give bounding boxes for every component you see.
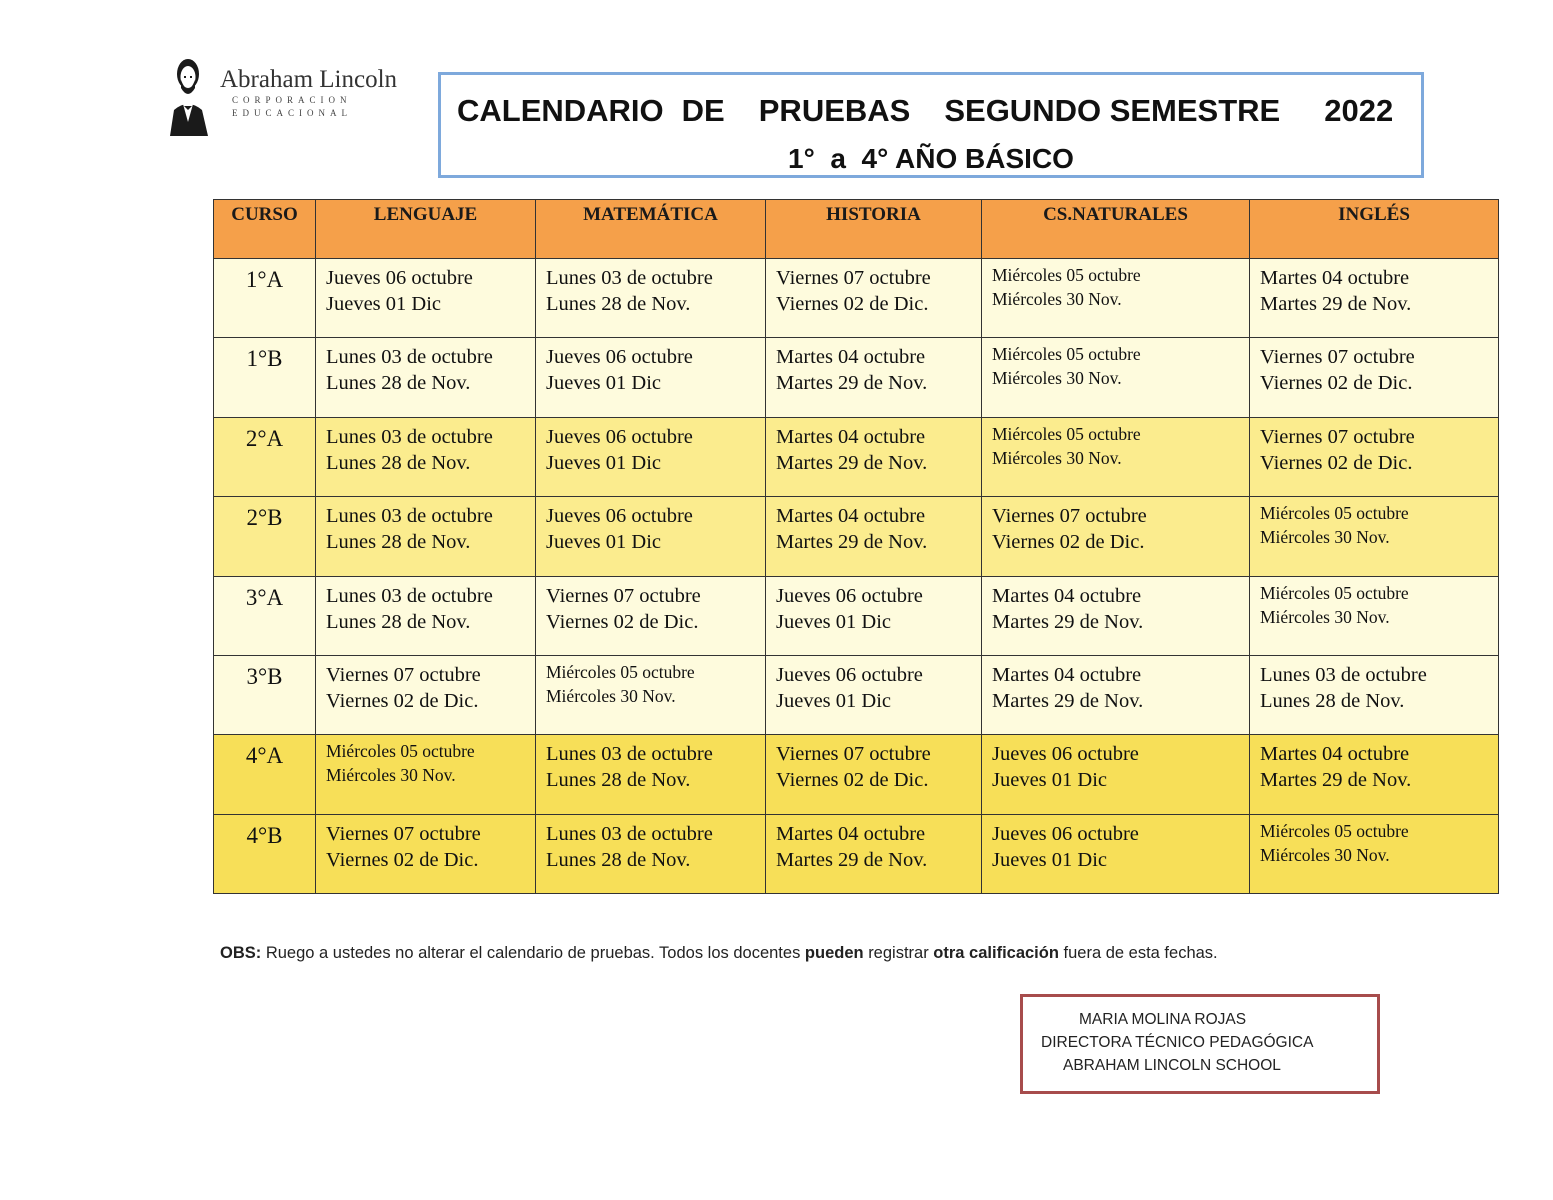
obs-text-3: fuera de esta fechas. <box>1063 944 1218 962</box>
date-cell <box>1250 259 1499 338</box>
test-date: Miércoles 30 Nov. <box>1260 527 1390 548</box>
table-row <box>214 655 1499 734</box>
test-date: Miércoles 05 octubre <box>992 344 1141 365</box>
test-date: Martes 04 octubre <box>1260 267 1410 289</box>
test-date: Jueves 06 octubre <box>546 505 693 528</box>
test-date: Martes 04 octubre <box>992 584 1142 607</box>
test-date: Lunes 28 de Nov. <box>326 610 471 633</box>
date-cell <box>1250 735 1499 814</box>
date-cell <box>316 497 536 576</box>
test-date: Viernes 07 octubre <box>992 505 1147 528</box>
test-date: Jueves 06 octubre <box>326 267 473 289</box>
test-date: Lunes 28 de Nov. <box>546 848 691 871</box>
test-date: Jueves 01 Dic <box>326 293 442 315</box>
date-cell <box>766 259 982 338</box>
lincoln-portrait-icon <box>168 52 224 138</box>
test-date: Jueves 06 octubre <box>776 584 923 607</box>
test-schedule-table <box>213 199 1499 894</box>
date-cell <box>766 576 982 655</box>
test-date: Miércoles 05 octubre <box>1260 582 1409 603</box>
test-date: Martes 04 octubre <box>992 663 1142 686</box>
logo-name: Abraham Lincoln <box>220 66 398 93</box>
test-date: Martes 29 de Nov. <box>992 689 1144 712</box>
test-date: Viernes 02 de Dic. <box>1260 451 1413 474</box>
title-grade-from: 1° <box>788 143 815 174</box>
test-date: Lunes 28 de Nov. <box>326 531 471 554</box>
table-header-row <box>214 200 1499 259</box>
test-date: Jueves 01 Dic <box>992 848 1108 871</box>
test-date: Martes 29 de Nov. <box>776 848 928 871</box>
logo-subtitle-2: EDUCACIONAL <box>232 108 352 118</box>
test-date: Martes 29 de Nov. <box>776 372 928 395</box>
date-cell <box>982 655 1250 734</box>
date-cell <box>766 417 982 496</box>
course-cell: 2°B <box>214 497 316 576</box>
column-header: INGLÉS <box>1250 200 1499 259</box>
table-row <box>214 576 1499 655</box>
test-date: Lunes 03 de octubre <box>326 584 493 607</box>
test-date: Martes 04 octubre <box>776 425 926 448</box>
signature-name: MARIA MOLINA ROJAS <box>1079 1011 1247 1028</box>
test-date: Miércoles 30 Nov. <box>992 447 1122 468</box>
test-date: Miércoles 05 octubre <box>546 661 695 682</box>
date-cell <box>1250 338 1499 417</box>
test-date: Jueves 06 octubre <box>546 346 693 369</box>
test-date: Miércoles 30 Nov. <box>326 765 456 786</box>
logo-subtitle-1: CORPORACION <box>232 95 352 105</box>
date-cell <box>766 814 982 893</box>
test-date: Jueves 01 Dic <box>546 372 662 395</box>
test-date: Lunes 28 de Nov. <box>326 372 471 395</box>
title-year: 2022 <box>1324 93 1394 128</box>
test-date: Jueves 01 Dic <box>992 769 1108 792</box>
test-date: Viernes 07 octubre <box>776 267 931 289</box>
test-date: Viernes 07 octubre <box>1260 425 1415 448</box>
title-box <box>438 72 1424 178</box>
date-cell <box>1250 576 1499 655</box>
test-date: Viernes 02 de Dic. <box>776 293 929 315</box>
title-word-calendario: CALENDARIO <box>457 93 664 128</box>
test-date: Viernes 07 octubre <box>1260 346 1415 369</box>
test-date: Lunes 03 de octubre <box>546 267 713 289</box>
date-cell <box>536 814 766 893</box>
test-date: Jueves 06 octubre <box>776 663 923 686</box>
obs-bold-2: otra calificación <box>933 944 1059 962</box>
test-date: Viernes 02 de Dic. <box>1260 372 1413 395</box>
date-cell <box>1250 497 1499 576</box>
title-word-de: DE <box>681 93 725 128</box>
date-cell <box>316 338 536 417</box>
date-cell <box>316 655 536 734</box>
test-date: Viernes 02 de Dic. <box>776 769 929 792</box>
test-date: Miércoles 30 Nov. <box>992 289 1122 309</box>
test-date: Martes 04 octubre <box>1260 743 1410 766</box>
date-cell <box>536 259 766 338</box>
course-cell: 3°A <box>214 576 316 655</box>
test-date: Miércoles 05 octubre <box>326 741 475 762</box>
test-date: Miércoles 05 octubre <box>1260 820 1409 841</box>
test-date: Viernes 07 octubre <box>326 822 481 845</box>
test-date: Jueves 01 Dic <box>546 451 662 474</box>
test-date: Lunes 03 de octubre <box>326 505 493 528</box>
column-header: MATEMÁTICA <box>536 200 766 259</box>
test-date: Miércoles 05 octubre <box>992 423 1141 444</box>
school-logo <box>168 52 398 142</box>
test-date: Martes 29 de Nov. <box>1260 769 1412 792</box>
table-row <box>214 814 1499 893</box>
test-date: Lunes 03 de octubre <box>546 822 713 845</box>
test-date: Viernes 02 de Dic. <box>326 848 479 871</box>
date-cell <box>982 814 1250 893</box>
column-header: CS.NATURALES <box>982 200 1250 259</box>
test-date: Lunes 03 de octubre <box>1260 663 1427 686</box>
date-cell <box>982 576 1250 655</box>
test-date: Jueves 01 Dic <box>546 531 662 554</box>
course-cell: 4°B <box>214 814 316 893</box>
column-header: HISTORIA <box>766 200 982 259</box>
test-date: Jueves 06 octubre <box>992 743 1139 766</box>
date-cell <box>316 417 536 496</box>
test-date: Martes 04 octubre <box>776 822 926 845</box>
date-cell <box>766 497 982 576</box>
date-cell <box>316 576 536 655</box>
course-cell: 1°A <box>214 259 316 338</box>
title-word-segundo-semestre: SEGUNDO SEMESTRE <box>944 93 1281 128</box>
test-date: Jueves 01 Dic <box>776 610 892 633</box>
test-date: Miércoles 30 Nov. <box>1260 844 1390 865</box>
date-cell <box>982 417 1250 496</box>
obs-text-1: Ruego a ustedes no alterar el calendario de pruebas. Todos los docentes <box>265 944 801 962</box>
title-line-1 <box>457 93 1393 129</box>
signature-box <box>1020 994 1380 1094</box>
course-cell: 3°B <box>214 655 316 734</box>
column-header: CURSO <box>214 200 316 259</box>
test-date: Martes 29 de Nov. <box>1260 293 1412 315</box>
test-date: Viernes 07 octubre <box>776 743 931 766</box>
test-date: Miércoles 30 Nov. <box>1260 606 1390 627</box>
test-date: Lunes 28 de Nov. <box>546 293 691 315</box>
test-date: Miércoles 05 octubre <box>1260 503 1409 524</box>
date-cell <box>982 259 1250 338</box>
test-date: Lunes 03 de octubre <box>326 346 493 369</box>
table-row <box>214 338 1499 417</box>
date-cell <box>1250 417 1499 496</box>
course-cell: 4°A <box>214 735 316 814</box>
date-cell <box>536 735 766 814</box>
course-cell: 1°B <box>214 338 316 417</box>
table-row <box>214 497 1499 576</box>
test-date: Martes 29 de Nov. <box>776 451 928 474</box>
course-cell: 2°A <box>214 417 316 496</box>
date-cell <box>536 576 766 655</box>
test-date: Miércoles 05 octubre <box>992 265 1141 285</box>
date-cell <box>1250 814 1499 893</box>
test-date: Jueves 01 Dic <box>776 689 892 712</box>
date-cell <box>766 735 982 814</box>
title-word-pruebas: PRUEBAS <box>758 93 911 128</box>
obs-bold-1: pueden <box>804 944 864 962</box>
title-grade-to: 4° AÑO BÁSICO <box>861 143 1074 174</box>
test-date: Viernes 07 octubre <box>546 584 701 607</box>
test-date: Viernes 02 de Dic. <box>326 689 479 712</box>
date-cell <box>1250 655 1499 734</box>
observation-note <box>220 944 1218 963</box>
test-date: Martes 04 octubre <box>776 505 926 528</box>
date-cell <box>536 655 766 734</box>
test-date: Lunes 03 de octubre <box>326 425 493 448</box>
column-header: LENGUAJE <box>316 200 536 259</box>
signature-school: ABRAHAM LINCOLN SCHOOL <box>1063 1057 1281 1074</box>
table-row <box>214 735 1499 814</box>
date-cell <box>536 417 766 496</box>
date-cell <box>982 735 1250 814</box>
test-date: Jueves 06 octubre <box>546 425 693 448</box>
test-date: Viernes 02 de Dic. <box>546 610 699 633</box>
date-cell <box>536 497 766 576</box>
table-row <box>214 259 1499 338</box>
title-line-2 <box>441 143 1421 175</box>
test-date: Martes 29 de Nov. <box>992 610 1144 633</box>
date-cell <box>766 655 982 734</box>
test-date: Miércoles 30 Nov. <box>992 368 1122 389</box>
obs-label: OBS: <box>220 944 262 962</box>
date-cell <box>982 497 1250 576</box>
test-date: Miércoles 30 Nov. <box>546 685 676 706</box>
date-cell <box>536 338 766 417</box>
table-row <box>214 417 1499 496</box>
test-date: Martes 04 octubre <box>776 346 926 369</box>
date-cell <box>316 735 536 814</box>
date-cell <box>316 814 536 893</box>
test-date: Viernes 02 de Dic. <box>992 531 1145 554</box>
test-date: Lunes 03 de octubre <box>546 743 713 766</box>
title-grade-a: a <box>830 143 846 174</box>
test-date: Martes 29 de Nov. <box>776 531 928 554</box>
signature-role: DIRECTORA TÉCNICO PEDAGÓGICA <box>1041 1034 1314 1051</box>
test-date: Lunes 28 de Nov. <box>1260 689 1405 712</box>
test-date: Viernes 07 octubre <box>326 663 481 686</box>
test-date: Lunes 28 de Nov. <box>546 769 691 792</box>
test-date: Lunes 28 de Nov. <box>326 451 471 474</box>
test-date: Jueves 06 octubre <box>992 822 1139 845</box>
obs-text-2: registrar <box>868 944 929 962</box>
date-cell <box>982 338 1250 417</box>
date-cell <box>316 259 536 338</box>
date-cell <box>766 338 982 417</box>
